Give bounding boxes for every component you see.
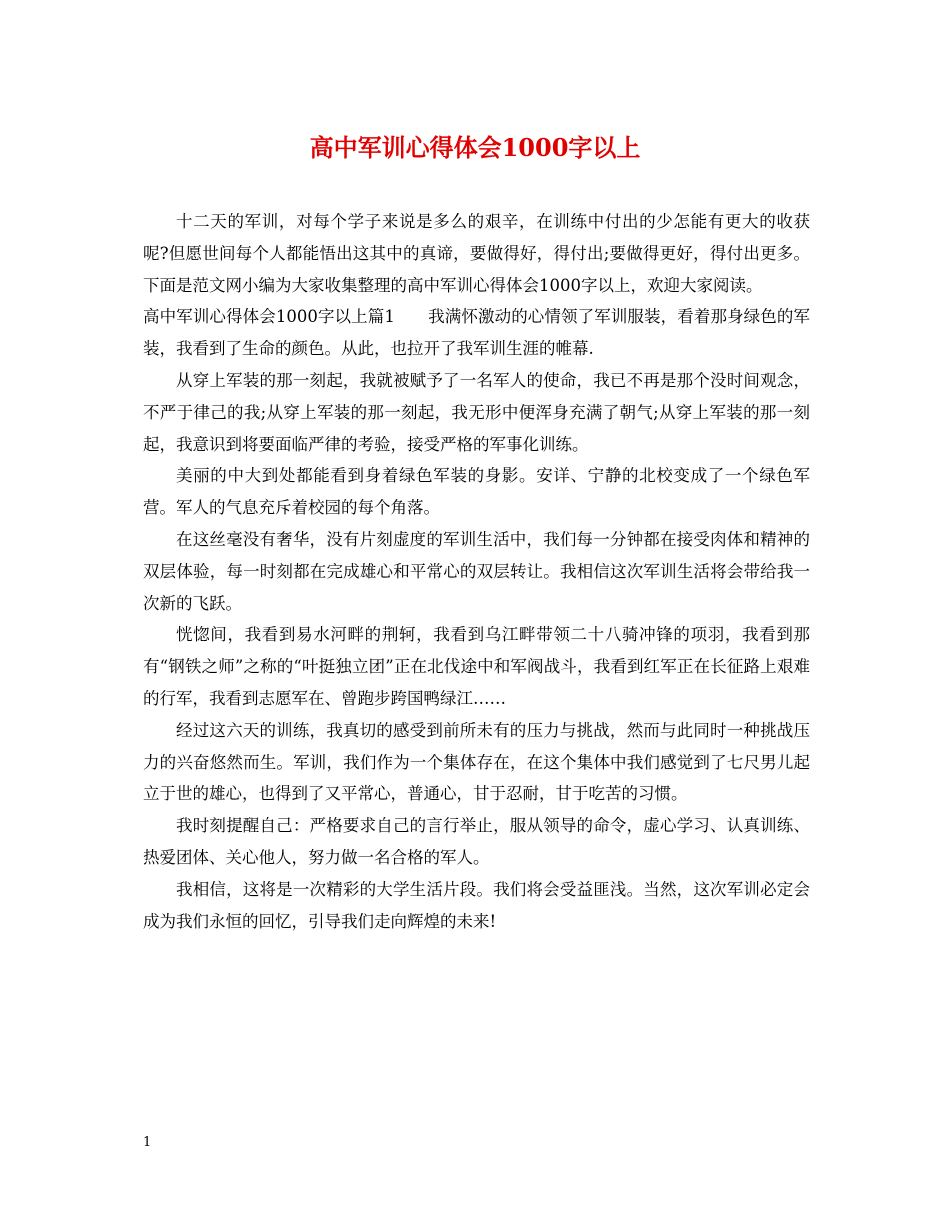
paragraph: 经过这六天的训练，我真切的感受到前所未有的压力与挑战，然而与此同时一种挑战压力的兴奋悠然而生。军训，我们作为一个集体存在，在这个集体中我们感觉到了七尺男儿起立于世的雄心，也得到了又平常心，普通心，甘于忍耐，甘于吃苦的习惯。 [143, 720, 810, 804]
paragraph: 我时刻提醒自己：严格要求自己的言行举止，服从领导的命令，虚心学习、认真训练、热爱团体、关心他人，努力做一名合格的军人。 [143, 816, 810, 867]
paragraph: 在这丝毫没有奢华，没有片刻虚度的军训生活中，我们每一分钟都在接受肉体和精神的双层体验，每一时刻都在完成雄心和平常心的双层转让。我相信这次军训生活将会带给我一次新的飞跃。 [143, 529, 810, 613]
paragraph-closing: 我相信，这将是一次精彩的大学生活片段。我们将会受益匪浅。当然，这次军训必定会成为我们永恒的回忆，引导我们走向辉煌的未来! [143, 879, 810, 931]
paragraph: 美丽的中大到处都能看到身着绿色军装的身影。安详、宁静的北校变成了一个绿色军营。军人的气息充斥着校园的每个角落。 [143, 466, 810, 518]
paragraph-section-heading: 高中军训心得体会1000字以上篇1 我满怀激动的心情领了军训服装，看着那身绿色的军装，我看到了生命的颜色。从此，也拉开了我军训生涯的帷幕. [143, 307, 810, 359]
document-body [143, 206, 810, 937]
page-number: 1 [143, 1135, 152, 1150]
paragraph: 从穿上军装的那一刻起，我就被赋予了一名军人的使命，我已不再是那个没时间观念，不严于律己的我;从穿上军装的那一刻起，我无形中便浑身充满了朝气;从穿上军装的那一刻起，我意识到将要面临严律的考验，接受严格的军事化训练。 [143, 370, 810, 454]
document-title: 高中军训心得体会1000字以上 [309, 133, 641, 162]
paragraph-intro: 十二天的军训，对每个学子来说是多么的艰辛，在训练中付出的少怎能有更大的收获呢?但愿世间每个人都能悟出这其中的真谛，要做得好，得付出;要做得更好，得付出更多。下面是范文网小编为大家收集整理的高中军训心得体会1000字以上，欢迎大家阅读。 [143, 212, 810, 295]
paragraph: 恍惚间，我看到易水河畔的荆轲，我看到乌江畔带领二十八骑冲锋的项羽，我看到那有“钢铁之师”之称的“叶挺独立团”正在北伐途中和军阀战斗，我看到红军正在长征路上艰难的行军，我看到志愿军在、曾跑步跨国鸭绿江…… [143, 625, 810, 708]
